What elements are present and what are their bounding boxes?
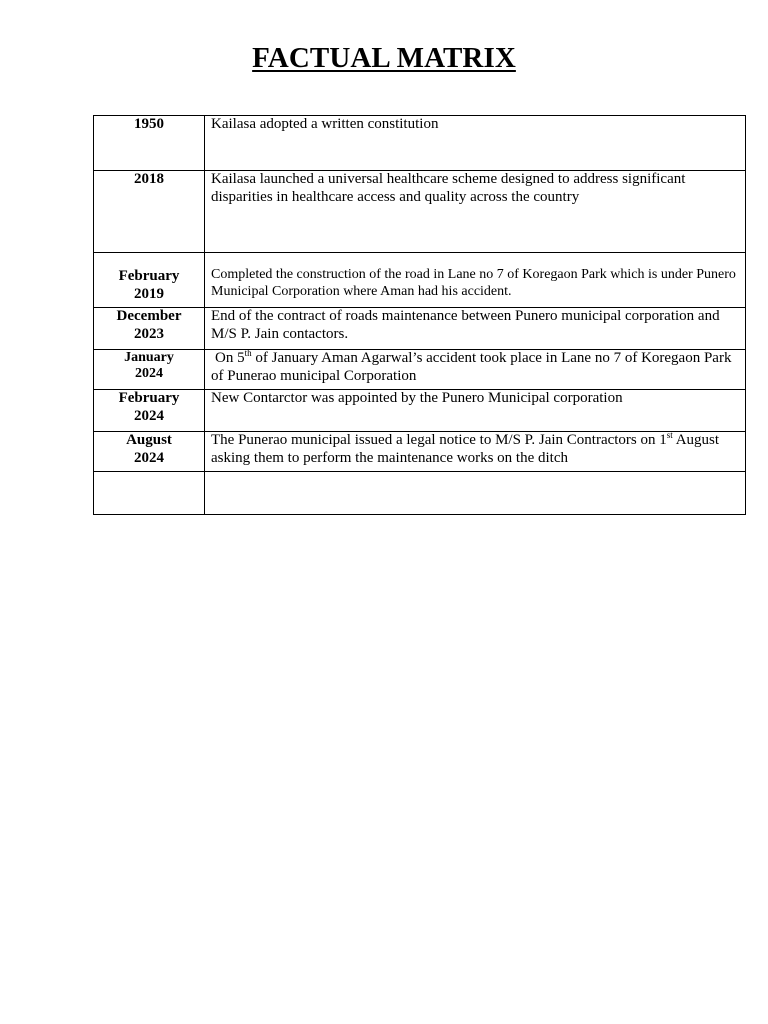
date-year: 2024 xyxy=(134,449,164,466)
ordinal-suffix: st xyxy=(666,430,673,440)
ordinal-suffix: th xyxy=(244,348,252,358)
event-text: End of the contract of roads maintenance between Punero municipal corporation and M/S P. Jain contactors. xyxy=(211,308,720,342)
table-row xyxy=(94,432,746,472)
date-cell xyxy=(94,432,205,472)
date-year: 2023 xyxy=(134,325,164,342)
date-cell-empty xyxy=(94,472,205,515)
date-year: 2024 xyxy=(135,366,163,381)
table-row xyxy=(94,350,746,390)
event-text: Completed the construction of the road in Lane no 7 of Koregaon Park which is under Punero Municipal Corporation where Aman had his accident. xyxy=(211,267,736,299)
document-title: FACTUAL MATRIX xyxy=(252,42,516,74)
event-text-rest: of January Aman Agarwal’s accident took place in Lane no 7 of Koregaon Park of Punerao municipal Corporation xyxy=(211,350,732,384)
event-text-start: The Punerao municipal issued a legal notice to M/S P. Jain Contractors on 1 xyxy=(211,432,667,448)
event-cell xyxy=(205,253,746,308)
date-line: 1950 xyxy=(134,116,164,132)
table-row xyxy=(94,116,746,171)
date-cell xyxy=(94,350,205,390)
event-cell xyxy=(205,432,746,472)
event-cell xyxy=(205,308,746,350)
event-text-start: On 5 xyxy=(215,350,245,366)
event-cell xyxy=(205,390,746,432)
date-month: January xyxy=(124,350,174,365)
event-cell-empty xyxy=(205,472,746,515)
event-text: Kailasa launched a universal healthcare scheme designed to address significant disparities in healthcare access and quality across the country xyxy=(211,171,686,205)
date-year: 2024 xyxy=(134,407,164,424)
table-row xyxy=(94,253,746,308)
event-cell xyxy=(205,116,746,171)
event-text: Kailasa adopted a written constitution xyxy=(211,116,439,132)
table-row-empty xyxy=(94,472,746,515)
date-month: February xyxy=(118,268,180,284)
table-row xyxy=(94,390,746,432)
date-month: February xyxy=(118,390,180,406)
event-text: New Contarctor was appointed by the Punero Municipal corporation xyxy=(211,390,623,406)
date-year: 2019 xyxy=(134,285,164,302)
date-month: December xyxy=(116,308,182,324)
date-cell xyxy=(94,390,205,432)
date-cell xyxy=(94,308,205,350)
factual-matrix-table xyxy=(93,115,746,515)
date-month: August xyxy=(126,432,172,448)
table-row xyxy=(94,171,746,253)
date-cell xyxy=(94,253,205,308)
event-text-rest: August asking them to perform the maintenance works on the ditch xyxy=(211,432,720,466)
date-line: 2018 xyxy=(134,171,164,187)
event-cell xyxy=(205,350,746,390)
date-cell xyxy=(94,116,205,171)
table-row xyxy=(94,308,746,350)
event-cell xyxy=(205,171,746,253)
date-cell xyxy=(94,171,205,253)
